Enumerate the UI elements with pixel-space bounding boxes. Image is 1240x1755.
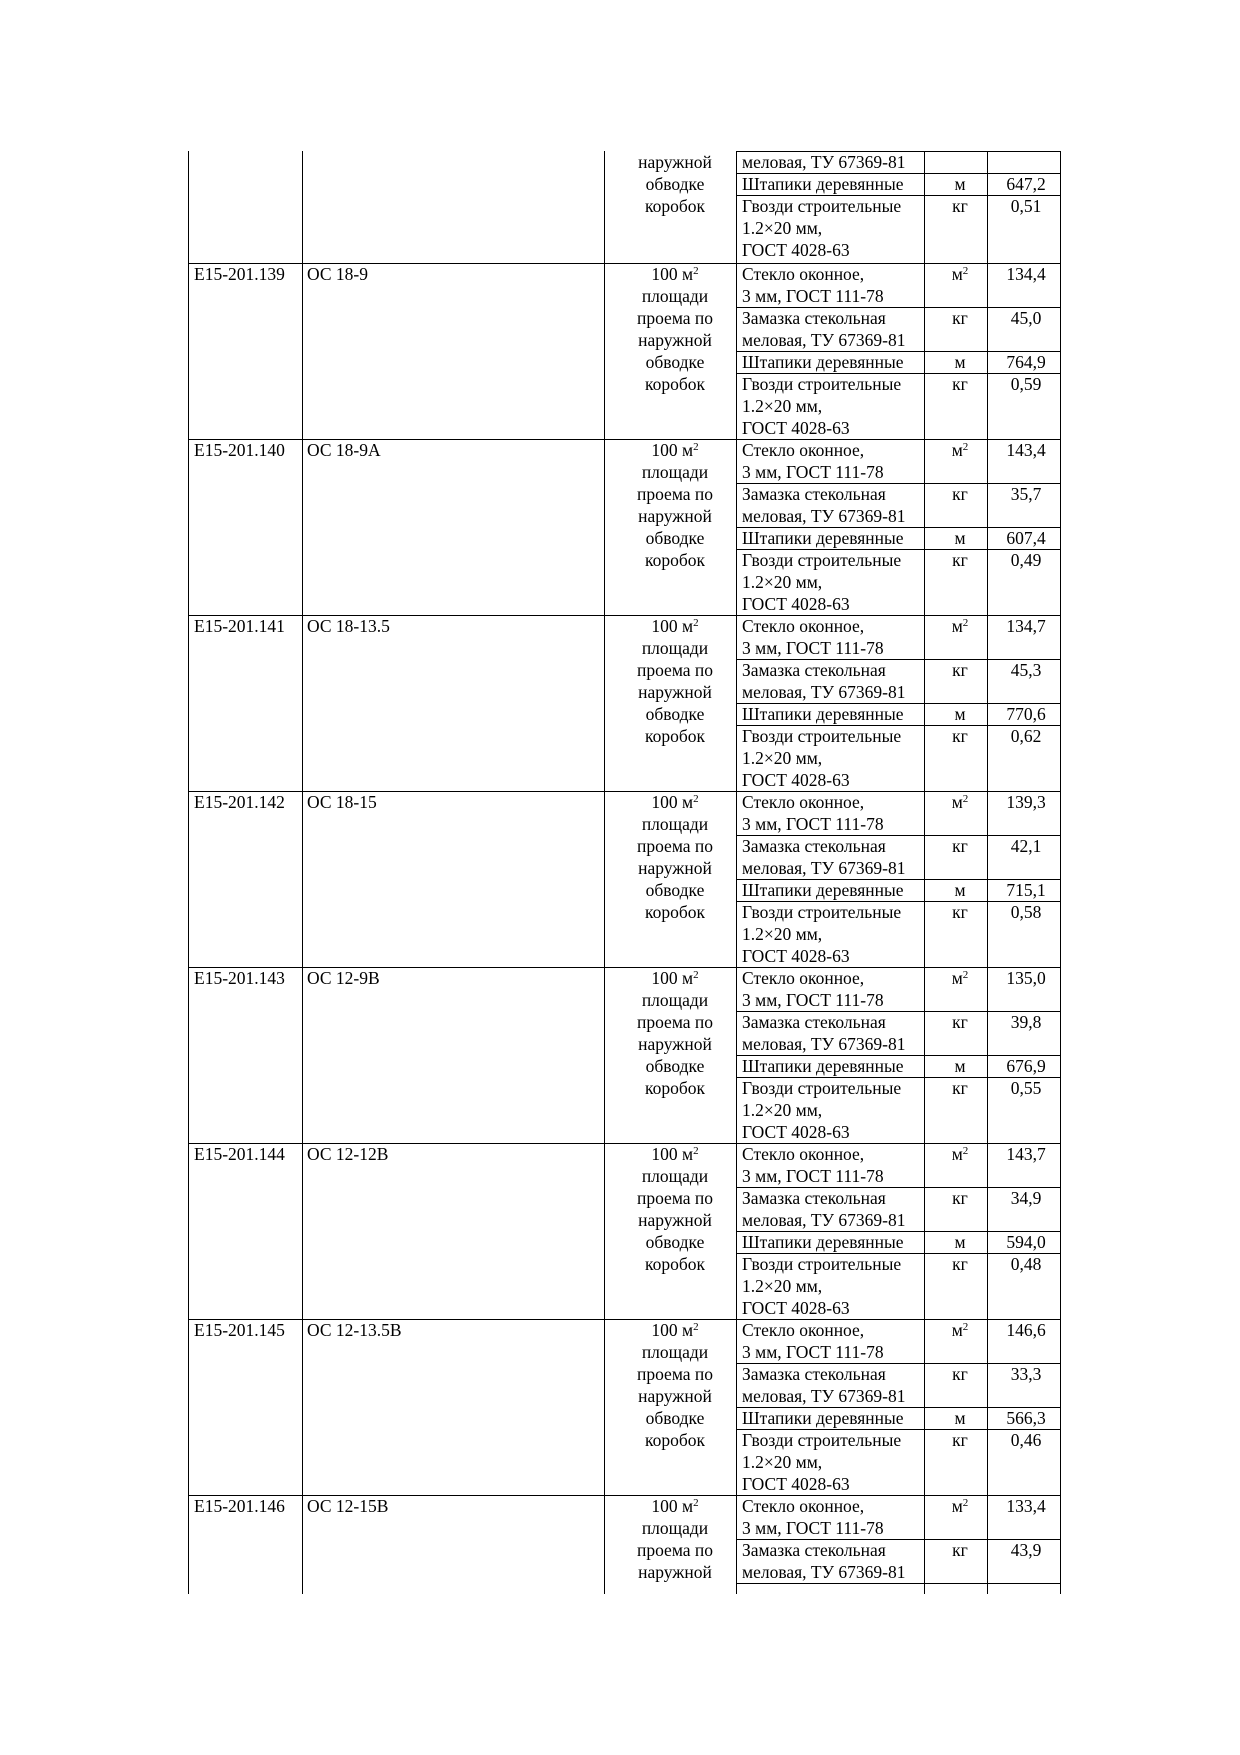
unit-m2 — [929, 1319, 991, 1341]
unit-label-area-value: 100 м — [651, 968, 694, 988]
unit-m2-value: м — [951, 968, 963, 988]
material-nails-line: Гвозди строительные — [742, 196, 902, 216]
material-nails-line: 1.2×20 мм, — [742, 218, 823, 238]
unit-kg: кг — [952, 1078, 968, 1098]
material-glass-line: Стекло оконное, — [742, 1144, 865, 1164]
unit-m2-exponent: 2 — [962, 1321, 969, 1333]
entry-code: Е15-201.139 — [194, 264, 285, 284]
material-nails-line: 1.2×20 мм, — [742, 396, 823, 416]
qty-nails: 0,59 — [1010, 374, 1042, 394]
material-glass-line: Стекло оконное, — [742, 1320, 865, 1340]
unit-label-area — [609, 967, 741, 989]
unit-label-area-value: 100 м — [651, 264, 694, 284]
unit-m2-exponent: 2 — [962, 1145, 969, 1157]
material-putty-line: меловая, ТУ 67369-81 — [742, 1386, 906, 1406]
unit-m2-value: м — [951, 1144, 963, 1164]
unit-label-area-exponent: 2 — [693, 1321, 699, 1333]
unit-m: м — [954, 174, 966, 194]
unit-kg: кг — [952, 902, 968, 922]
qty-glass: 143,7 — [1006, 1144, 1046, 1164]
unit-label-line: наружной — [638, 1034, 712, 1054]
unit-label-line: площади — [641, 990, 709, 1010]
material-nails-line: ГОСТ 4028-63 — [742, 946, 850, 966]
qty-putty: 45,0 — [1010, 308, 1042, 328]
unit-label-line: коробок — [644, 196, 706, 216]
entry-name: ОС 18-9 — [307, 264, 368, 284]
material-glass-line: 3 мм, ГОСТ 111-78 — [742, 814, 884, 834]
material-nails-line: ГОСТ 4028-63 — [742, 1298, 850, 1318]
unit-label-line: площади — [641, 462, 709, 482]
unit-label-line: коробок — [644, 1254, 706, 1274]
qty-beads: 770,6 — [1006, 704, 1046, 724]
qty-nails: 0,46 — [1010, 1430, 1042, 1450]
unit-label-line: коробок — [644, 902, 706, 922]
qty-beads: 566,3 — [1006, 1408, 1046, 1428]
entry-name: ОС 12-9В — [307, 968, 380, 988]
col-border-code — [188, 151, 189, 1594]
qty-putty: 45,3 — [1010, 660, 1042, 680]
unit-label-line: обводке — [645, 1232, 705, 1252]
entry-code: Е15-201.140 — [194, 440, 285, 460]
entry-name: ОС 12-12В — [307, 1144, 389, 1164]
material-beads: Штапики деревянные — [742, 352, 904, 372]
material-glass-line: 3 мм, ГОСТ 111-78 — [742, 638, 884, 658]
material-putty-line: меловая, ТУ 67369-81 — [742, 858, 906, 878]
unit-label-line: коробок — [644, 374, 706, 394]
entry-code: Е15-201.146 — [194, 1496, 285, 1516]
unit-m: м — [954, 352, 966, 372]
unit-label-area-exponent: 2 — [693, 1145, 699, 1157]
unit-label-line: обводке — [645, 352, 705, 372]
material-putty-line: меловая, ТУ 67369-81 — [742, 330, 906, 350]
material-glass-line: Стекло оконное, — [742, 968, 865, 988]
unit-m: м — [954, 704, 966, 724]
qty-putty: 39,8 — [1010, 1012, 1042, 1032]
unit-label-line: обводке — [645, 880, 705, 900]
material-glass-line: 3 мм, ГОСТ 111-78 — [742, 1518, 884, 1538]
qty-nails: 0,48 — [1010, 1254, 1042, 1274]
unit-label-area-exponent: 2 — [693, 441, 699, 453]
material-nails-line: Гвозди строительные — [742, 1430, 902, 1450]
entry-name: ОС 12-15В — [307, 1496, 389, 1516]
unit-m2-exponent: 2 — [962, 265, 969, 277]
unit-label-line: обводке — [645, 528, 705, 548]
unit-m2 — [929, 263, 991, 285]
unit-m2-exponent: 2 — [962, 617, 969, 629]
material-nails-line: ГОСТ 4028-63 — [742, 594, 850, 614]
material-putty-line: Замазка стекольная — [742, 1188, 886, 1208]
unit-m2-value: м — [951, 1496, 963, 1516]
material-beads: Штапики деревянные — [742, 704, 904, 724]
unit-m2 — [929, 791, 991, 813]
qty-glass: 135,0 — [1006, 968, 1046, 988]
unit-m2-value: м — [951, 1320, 963, 1340]
unit-m2-value: м — [951, 264, 963, 284]
unit-label-area-exponent: 2 — [693, 1497, 699, 1509]
material-glass-line: Стекло оконное, — [742, 264, 865, 284]
unit-label-line: проема по — [636, 1540, 714, 1560]
qty-glass: 143,4 — [1006, 440, 1046, 460]
unit-label-line: проема по — [636, 308, 714, 328]
material-glass-line: 3 мм, ГОСТ 111-78 — [742, 462, 884, 482]
unit-label-line: наружной — [638, 1210, 712, 1230]
material-glass-line: 3 мм, ГОСТ 111-78 — [742, 286, 884, 306]
unit-m: м — [954, 1232, 966, 1252]
unit-label-line: обводке — [645, 1408, 705, 1428]
unit-label-line: коробок — [644, 1078, 706, 1098]
unit-m: м — [954, 1056, 966, 1076]
material-beads: Штапики деревянные — [742, 880, 904, 900]
qty-nails: 0,49 — [1010, 550, 1042, 570]
unit-kg: кг — [952, 1430, 968, 1450]
material-glass-line: Стекло оконное, — [742, 616, 865, 636]
material-nails-line: 1.2×20 мм, — [742, 1100, 823, 1120]
unit-label-line: наружной — [638, 506, 712, 526]
unit-kg: кг — [952, 836, 968, 856]
entry-code: Е15-201.142 — [194, 792, 285, 812]
material-nails-line: 1.2×20 мм, — [742, 1452, 823, 1472]
material-nails-line: Гвозди строительные — [742, 1078, 902, 1098]
material-glass-line: Стекло оконное, — [742, 440, 865, 460]
unit-m2 — [929, 615, 991, 637]
material-nails-line: ГОСТ 4028-63 — [742, 770, 850, 790]
entry-code: Е15-201.144 — [194, 1144, 285, 1164]
unit-m2 — [929, 1143, 991, 1165]
unit-kg: кг — [952, 196, 968, 216]
qty-beads: 715,1 — [1006, 880, 1046, 900]
unit-label-area — [609, 791, 741, 813]
unit-label-line: наружной — [638, 152, 712, 172]
unit-label-line: наружной — [638, 1562, 712, 1582]
entry-name: ОС 18-9А — [307, 440, 381, 460]
unit-label-area-value: 100 м — [651, 1320, 694, 1340]
qty-putty: 43,9 — [1010, 1540, 1042, 1560]
col-border-name — [302, 151, 303, 1594]
unit-label-area — [609, 615, 741, 637]
material-nails-line: Гвозди строительные — [742, 902, 902, 922]
qty-nails: 0,55 — [1010, 1078, 1042, 1098]
material-glass-line: Стекло оконное, — [742, 792, 865, 812]
unit-label-line: проема по — [636, 836, 714, 856]
unit-label-line: наружной — [638, 1386, 712, 1406]
unit-m: м — [954, 1408, 966, 1428]
unit-label-line: наружной — [638, 330, 712, 350]
material-row-border — [736, 1583, 1060, 1584]
unit-label-line: наружной — [638, 858, 712, 878]
material-putty-line: Замазка стекольная — [742, 484, 886, 504]
unit-label-line: площади — [641, 1166, 709, 1186]
qty-glass: 133,4 — [1006, 1496, 1046, 1516]
unit-m2-exponent: 2 — [962, 793, 969, 805]
unit-m2 — [929, 439, 991, 461]
material-putty-line: Замазка стекольная — [742, 660, 886, 680]
unit-kg: кг — [952, 374, 968, 394]
material-putty-line: Замазка стекольная — [742, 308, 886, 328]
entry-name: ОС 12-13.5В — [307, 1320, 402, 1340]
norms-table — [188, 151, 1061, 1594]
material-nails-line: 1.2×20 мм, — [742, 572, 823, 592]
unit-label-line: площади — [641, 286, 709, 306]
unit-label-line: площади — [641, 638, 709, 658]
entry-code: Е15-201.143 — [194, 968, 285, 988]
unit-m2-value: м — [951, 792, 963, 812]
qty-beads: 764,9 — [1006, 352, 1046, 372]
material-nails-line: Гвозди строительные — [742, 550, 902, 570]
unit-m: м — [954, 880, 966, 900]
qty-putty: 35,7 — [1010, 484, 1042, 504]
unit-label-line: наружной — [638, 682, 712, 702]
material-nails-line: ГОСТ 4028-63 — [742, 418, 850, 438]
qty-nails: 0,51 — [1010, 196, 1042, 216]
unit-kg: кг — [952, 308, 968, 328]
unit-m2-exponent: 2 — [962, 1497, 969, 1509]
unit-kg: кг — [952, 550, 968, 570]
unit-m2-value: м — [951, 440, 963, 460]
unit-label-line: коробок — [644, 726, 706, 746]
unit-kg: кг — [952, 1188, 968, 1208]
qty-putty: 42,1 — [1010, 836, 1042, 856]
unit-kg: кг — [952, 1012, 968, 1032]
unit-label-line: площади — [641, 1518, 709, 1538]
unit-label-area-value: 100 м — [651, 1496, 694, 1516]
material-nails-line: 1.2×20 мм, — [742, 748, 823, 768]
material-glass-line: 3 мм, ГОСТ 111-78 — [742, 1166, 884, 1186]
qty-glass: 134,7 — [1006, 616, 1046, 636]
material-beads: Штапики деревянные — [742, 174, 904, 194]
unit-label-area — [609, 1143, 741, 1165]
material-nails-line: Гвозди строительные — [742, 1254, 902, 1274]
unit-label-line: коробок — [644, 550, 706, 570]
unit-m2 — [929, 1495, 991, 1517]
unit-label-area-value: 100 м — [651, 440, 694, 460]
unit-label-area — [609, 1495, 741, 1517]
unit-label-area-value: 100 м — [651, 1144, 694, 1164]
material-nails-line: 1.2×20 мм, — [742, 1276, 823, 1296]
unit-label-line: проема по — [636, 1364, 714, 1384]
unit-m: м — [954, 528, 966, 548]
unit-label-area-exponent: 2 — [693, 265, 699, 277]
col-border-right — [1060, 151, 1061, 1594]
material-putty-line: меловая, ТУ 67369-81 — [742, 506, 906, 526]
qty-glass: 134,4 — [1006, 264, 1046, 284]
material-nails-line: ГОСТ 4028-63 — [742, 240, 850, 260]
unit-label-line: площади — [641, 1342, 709, 1362]
unit-label-line: проема по — [636, 1188, 714, 1208]
material-putty-line: меловая, ТУ 67369-81 — [742, 1034, 906, 1054]
material-nails-line: Гвозди строительные — [742, 726, 902, 746]
unit-label-line: обводке — [645, 704, 705, 724]
entry-name: ОС 18-15 — [307, 792, 377, 812]
col-border-unit — [604, 151, 605, 1594]
material-glass-line: Стекло оконное, — [742, 1496, 865, 1516]
material-putty-line: меловая, ТУ 67369-81 — [742, 1562, 906, 1582]
unit-label-area — [609, 263, 741, 285]
entry-code: Е15-201.141 — [194, 616, 285, 636]
unit-label-area-value: 100 м — [651, 792, 694, 812]
unit-label-area-exponent: 2 — [693, 793, 699, 805]
qty-beads: 594,0 — [1006, 1232, 1046, 1252]
unit-label-line: обводке — [645, 174, 705, 194]
unit-label-line: обводке — [645, 1056, 705, 1076]
unit-label-area — [609, 439, 741, 461]
material-putty-line: меловая, ТУ 67369-81 — [742, 682, 906, 702]
material-beads: Штапики деревянные — [742, 1056, 904, 1076]
unit-label-area — [609, 1319, 741, 1341]
qty-putty: 33,3 — [1010, 1364, 1042, 1384]
unit-label-area-exponent: 2 — [693, 969, 699, 981]
qty-beads: 647,2 — [1006, 174, 1046, 194]
material-putty-line: Замазка стекольная — [742, 1364, 886, 1384]
unit-m2-value: м — [951, 616, 963, 636]
col-border-measure — [924, 151, 925, 1594]
material-beads: Штапики деревянные — [742, 1232, 904, 1252]
material-nails-line: ГОСТ 4028-63 — [742, 1474, 850, 1494]
unit-label-line: проема по — [636, 484, 714, 504]
unit-label-line: проема по — [636, 660, 714, 680]
material-nails-line: Гвозди строительные — [742, 374, 902, 394]
unit-m2-exponent: 2 — [962, 441, 969, 453]
material-nails-line: 1.2×20 мм, — [742, 924, 823, 944]
material-putty-line: Замазка стекольная — [742, 836, 886, 856]
qty-putty: 34,9 — [1010, 1188, 1042, 1208]
material-putty-line: Замазка стекольная — [742, 1540, 886, 1560]
unit-kg: кг — [952, 484, 968, 504]
qty-glass: 139,3 — [1006, 792, 1046, 812]
unit-label-line: коробок — [644, 1430, 706, 1450]
material-nails-line: ГОСТ 4028-63 — [742, 1122, 850, 1142]
qty-beads: 676,9 — [1006, 1056, 1046, 1076]
qty-glass: 146,6 — [1006, 1320, 1046, 1340]
unit-label-area-value: 100 м — [651, 616, 694, 636]
unit-kg: кг — [952, 660, 968, 680]
unit-m2-exponent: 2 — [962, 969, 969, 981]
qty-nails: 0,58 — [1010, 902, 1042, 922]
material-glass-line: 3 мм, ГОСТ 111-78 — [742, 1342, 884, 1362]
material-putty-line: меловая, ТУ 67369-81 — [742, 152, 906, 172]
unit-kg: кг — [952, 1254, 968, 1274]
unit-m2 — [929, 967, 991, 989]
qty-beads: 607,4 — [1006, 528, 1046, 548]
material-beads: Штапики деревянные — [742, 1408, 904, 1428]
material-beads: Штапики деревянные — [742, 528, 904, 548]
entry-name: ОС 18-13.5 — [307, 616, 390, 636]
material-putty-line: Замазка стекольная — [742, 1012, 886, 1032]
unit-label-area-exponent: 2 — [693, 617, 699, 629]
unit-label-line: проема по — [636, 1012, 714, 1032]
unit-kg: кг — [952, 726, 968, 746]
qty-nails: 0,62 — [1010, 726, 1042, 746]
unit-kg: кг — [952, 1364, 968, 1384]
material-putty-line: меловая, ТУ 67369-81 — [742, 1210, 906, 1230]
unit-kg: кг — [952, 1540, 968, 1560]
unit-label-line: площади — [641, 814, 709, 834]
entry-code: Е15-201.145 — [194, 1320, 285, 1340]
material-glass-line: 3 мм, ГОСТ 111-78 — [742, 990, 884, 1010]
